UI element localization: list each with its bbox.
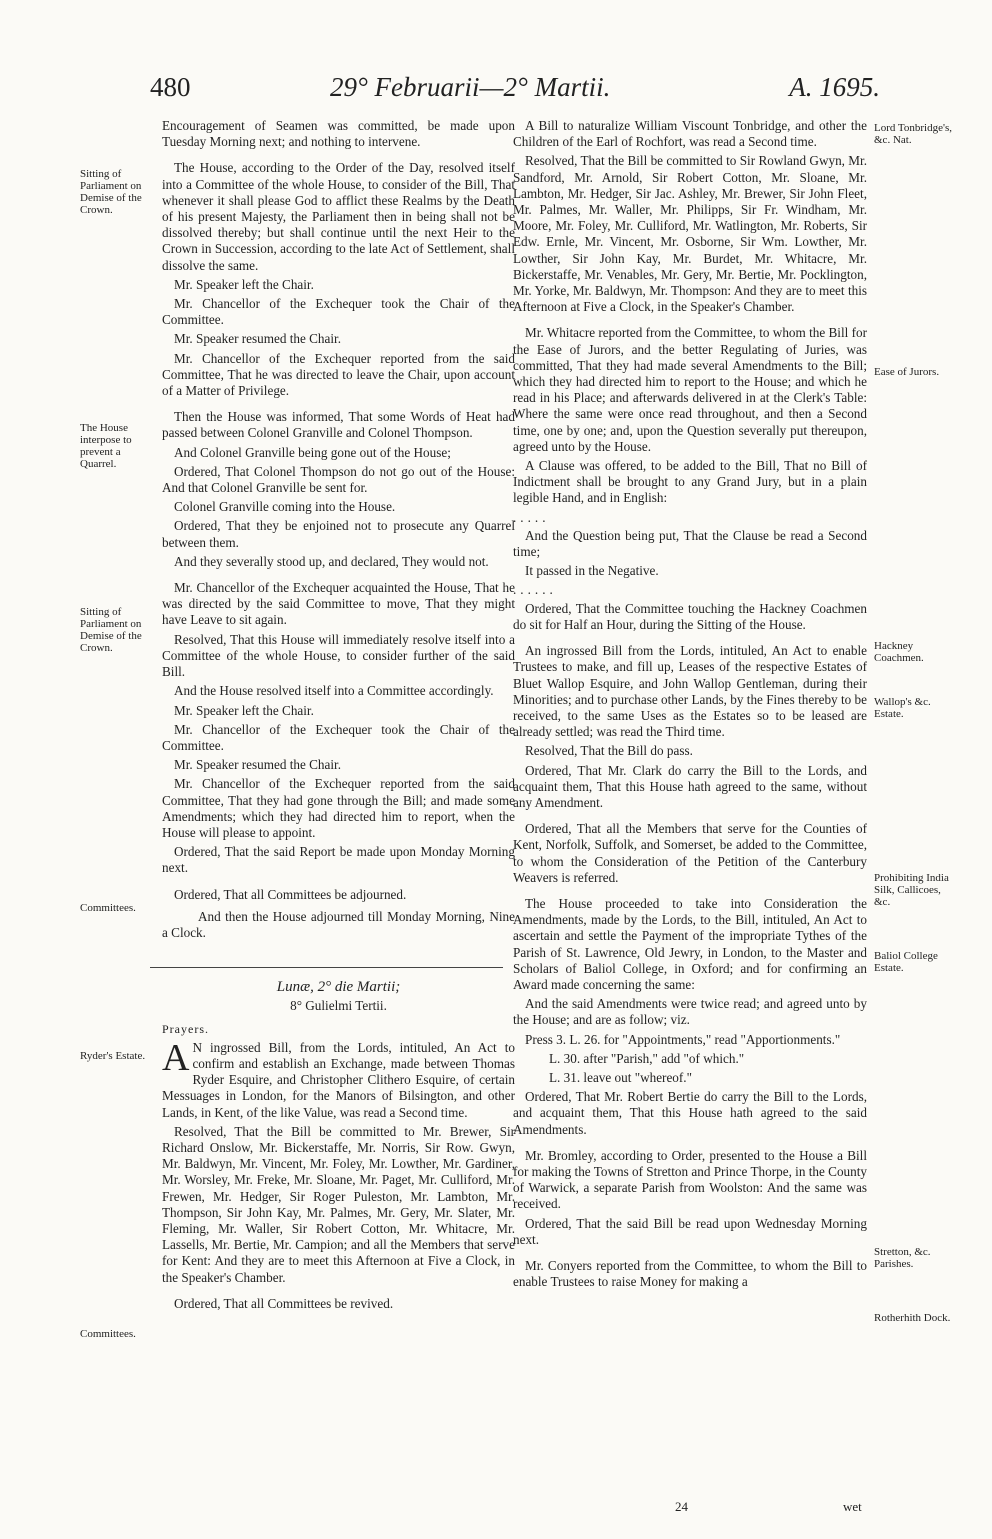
paragraph: Mr. Whitacre reported from the Committee, to whom the Bill for the Ease of Jurors, and the better Regulating of Juries, was committed, That they had made several Amendments to the Bill; which they had directed him to report to the House; and which he read in his Place; and afterwards delivered in at the Clerk's Table: Where the same were once read throughout, and then a Second time, one by one; and, upon the Question severally put thereupon, agreed unto by the House. [513, 325, 867, 454]
paragraph: Colonel Granville coming into the House. [174, 499, 396, 515]
paragraph: It passed in the Negative. [525, 563, 659, 579]
paragraph: Ordered, That Mr. Robert Bertie do carry the Bill to the Lords, and acquaint them, That this House hath agreed to the said Amendments. [513, 1089, 867, 1137]
paragraph: And then the House adjourned till Monday Morning, Nine a Clock. [162, 908, 515, 940]
paragraph: Then the House was informed, That some Words of Heat had passed between Colonel Granville and Colonel Thompson. [162, 409, 515, 441]
paragraph: Mr. Chancellor of the Exchequer reported from the said Committee, That they had gone through the Bill; and made some Amendments; which they had directed him to report, when the House will please to appoint. [162, 776, 515, 840]
margin-note: Stretton, &c. Parishes. [874, 1246, 931, 1270]
section-divider [150, 967, 503, 968]
margin-note: The House interpose to prevent a Quarrel. [80, 422, 132, 470]
paragraph: L. 30. after "Parish," add "of which." [549, 1050, 745, 1066]
paragraph: Mr. Speaker resumed the Chair. [174, 331, 341, 347]
paragraph: Mr. Bromley, according to Order, presented to the House a Bill for making the Towns of Stretton and Prince Thorpe, in the County of Warwick, a separate Parish from Woolston: And the same was received. [513, 1147, 867, 1212]
margin-note: Wallop's &c. Estate. [874, 696, 931, 720]
paragraph: A N ingrossed Bill, from the Lords, intituled, An Act to confirm and establish an Exchange, made between Thomas Ryder Esquire, and Christopher Clithero Esquire, of certain Messuages in London, for the Manors of Bilsington, and other Lands, in Kent, of the like Value, was read a Second time. [162, 1036, 515, 1120]
paragraph: And the House resolved itself into a Committee accordingly. [174, 683, 494, 699]
page-number: 480 [150, 72, 191, 102]
paragraph: Mr. Speaker left the Chair. [174, 702, 314, 718]
paragraph: An ingrossed Bill from the Lords, intituled, An Act to enable Trustees to make, and fill up, Leases of the respective Estates of Bluet Wallop Esquire, and John Wallop Gentleman, during their Minorities; and to purchase other Lands, by the Fines thereby to be received, to the same Uses as the Estates so to be leased are already settled; was read the Third time. [513, 643, 867, 740]
prayers-heading: Prayers. [162, 1021, 209, 1036]
paragraph: The House proceeded to take into Consideration the Amendments, made by the Lords, to the Bill, intituled, An Act to ascertain and settle the Payment of the impropriate Tythes of the Parish of St. Lawrence, Old Jewry, in London, to the Master and Scholars of Baliol College, in Oxford; and for confirming an Award made concerning the same: [513, 895, 867, 992]
paragraph: And Colonel Granville being gone out of the House; [174, 444, 451, 460]
paragraph: A Bill to naturalize William Viscount Tonbridge, and other the Children of the Earl of Rochfort, was read a Second time. [513, 118, 867, 150]
paragraph: Mr. Conyers reported from the Committee, to whom the Bill to enable Trustees to raise Money for making a [513, 1258, 867, 1290]
paragraph: Mr. Chancellor of the Exchequer took the Chair of the Committee. [162, 721, 515, 753]
header-year: A. 1695. [789, 72, 880, 102]
paragraph: Mr. Speaker resumed the Chair. [174, 757, 341, 773]
dropcap: A [162, 1036, 190, 1079]
paragraph: Press 3. L. 26. for "Appointments," read "Apportionments." [525, 1031, 841, 1047]
margin-note: Hackney Coachmen. [874, 640, 924, 664]
paragraph: Ordered, That the said Bill be read upon Wednesday Morning next. [513, 1215, 867, 1247]
paragraph: Ordered, That they be enjoined not to prosecute any Quarrel between them. [162, 518, 515, 550]
paragraph: Ordered, That the said Report be made upon Monday Morning next. [162, 844, 515, 876]
page-header [150, 72, 880, 116]
catchword: wet [843, 1499, 862, 1514]
right-text-column [513, 118, 867, 1293]
margin-note: Committees. [80, 902, 136, 914]
header-date: 29° Februarii—2° Martii. [330, 72, 611, 102]
paragraph: Resolved, That the Bill be committed to Sir Rowland Gwyn, Mr. Sandford, Mr. Arnold, Sir Robert Cotton, Mr. Sloane, Mr. Lambton, Mr. Hedger, Sir Jac. Ashley, Mr. Brewer, Sir John Fleet, Mr. Palmes, Mr. Waller, Mr. Philipps, Sir Fr. Windham, Mr. Moore, Mr. Foley, Mr. Culliford, Mr. Watlington, Mr. Roberts, Sir Edw. Ernle, Mr. Vincent, Mr. Osborne, Sir Wm. Lowther, Mr. Lowther, Sir John Kay, Mr. Burdet, Mr. Whitacre, Mr. Bickerstaffe, Mr. Venables, Mr. Gery, Mr. Bertie, Mr. Pocklington, Mr. Yorke, Mr. Baldwyn, Mr. Thompson: And they are to meet this Afternoon at Five a Clock, in the Speaker's Chamber. [513, 153, 867, 315]
margin-note: Prohibiting India Silk, Callicoes, &c. [874, 872, 949, 908]
paragraph: Ordered, That all the Members that serve for the Counties of Kent, Norfolk, Suffolk, and Somerset, be added to the Committee, to whom the Consideration of the Petition of the Canterbury Weavers is referred. [513, 821, 867, 885]
paragraph: Mr. Chancellor of the Exchequer took the Chair of the Committee. [162, 296, 515, 328]
margin-note: Ease of Jurors. [874, 366, 940, 378]
paragraph: Ordered, That all Committees be revived. [174, 1295, 394, 1311]
margin-note: Baliol College Estate. [874, 950, 938, 974]
signature-mark: 24 [675, 1499, 688, 1514]
paragraph: Ordered, That Mr. Clark do carry the Bill to the Lords, and acquaint them, That this House hath agreed to the same, without any Amendment. [513, 762, 867, 810]
ellipsis: ..... [513, 509, 550, 525]
paragraph: Mr. Speaker left the Chair. [174, 276, 314, 292]
margin-note: Sitting of Parliament on Demise of the Crown. [80, 606, 142, 654]
paragraph: And the Question being put, That the Clause be read a Second time; [513, 527, 867, 560]
margin-note: Rotherhith Dock. [874, 1312, 951, 1324]
paragraph: Ordered, That all Committees be adjourned. [174, 886, 407, 902]
regnal-year: 8° Gulielmi Tertii. [290, 998, 387, 1014]
day-heading: Lunæ, 2° die Martii; [276, 979, 401, 996]
paragraph: Mr. Chancellor of the Exchequer acquainted the House, That he was directed by the said Committee to move, That they might have Leave to sit again. [162, 580, 515, 628]
paragraph: A Clause was offered, to be added to the Bill, That no Bill of Indictment shall be brought to any Grand Jury, but in a plain legible Hand, and in English: [513, 458, 867, 506]
ellipsis: ...... [513, 582, 557, 598]
margin-note: Ryder's Estate. [80, 1050, 146, 1062]
paragraph: Resolved, That this House will immediately resolve itself into a Committee of the whole House, to consider further of the said Bill. [162, 631, 515, 680]
paragraph: Resolved, That the Bill be committed to Mr. Brewer, Sir Richard Onslow, Mr. Bickerstaffe, Mr. Norris, Sir Row. Gwyn, Mr. Baldwyn, Mr. Vincent, Mr. Foley, Mr. Lowther, Mr. Gardiner, Mr. Worsley, Mr. Freke, Mr. Sloane, Mr. Paget, Mr. Culliford, Mr. Frewen, Mr. Hedger, Sir Roger Puleston, Mr. Lambton, Mr. Thompson, Sir John Kay, Mr. Palmes, Mr. Gery, Mr. Slater, Mr. Fleming, Mr. Waller, Sir Robert Cotton, Mr. Whitacre, Mr. Lassells, Mr. Bertie, Mr. Campion; and all the Members that serve for Kent: And they are to meet this Afternoon at Five a Clock, in the Speaker's Chamber. [162, 1123, 515, 1285]
paragraph: L. 31. leave out "whereof." [549, 1069, 692, 1085]
paragraph: The House, according to the Order of the Day, resolved itself into a Committee of the whole House, to consider of the Bill, That whenever it shall please God to afflict these Realms by the Death of his present Majesty, the Parliament then in being shall not be dissolved thereby; but shall continue until the next Heir to the Crown in Succession, according to the late Act of Settlement, shall dissolve the same. [162, 160, 515, 273]
margin-note: Sitting of Parliament on Demise of the Crown. [80, 168, 142, 216]
paragraph: Ordered, That Colonel Thompson do not go out of the House: And that Colonel Granville be sent for. [162, 463, 515, 496]
paragraph: And they severally stood up, and declared, They would not. [174, 553, 489, 569]
paragraph: Resolved, That the Bill do pass. [525, 743, 693, 759]
margin-note: Lord Tonbridge's, &c. Nat. [874, 122, 952, 146]
paragraph: Ordered, That the Committee touching the Hackney Coachmen do sit for Half an Hour, during the Sitting of the House. [513, 600, 867, 632]
paragraph: And the said Amendments were twice read; and agreed unto by the House; and are as follow; viz. [513, 996, 867, 1028]
paragraph: Encouragement of Seamen was committed, be made upon Tuesday Morning next; and nothing to intervene. [162, 118, 515, 150]
margin-note: Committees. [80, 1328, 136, 1340]
left-text-column [162, 118, 515, 1315]
paragraph: Mr. Chancellor of the Exchequer reported from the said Committee, That he was directed to leave the Chair, upon account of a Matter of Privilege. [162, 350, 515, 399]
